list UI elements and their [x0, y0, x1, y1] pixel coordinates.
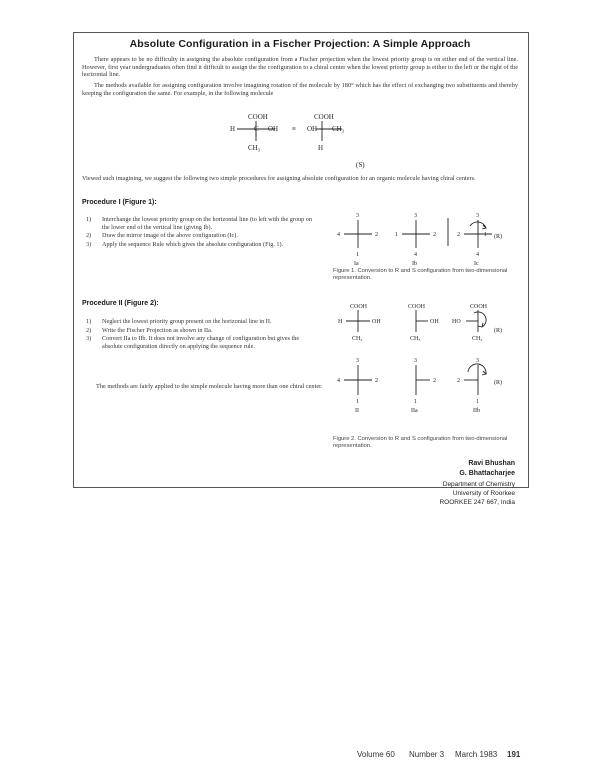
mol-left: H: [230, 125, 236, 133]
intro-paragraph-3: Viewed such imagining, we suggest the following two simple procedures for assigning absolute configuration for an organic molecule having chiral centers.: [82, 175, 476, 182]
fig1-a-top: 3: [356, 213, 359, 219]
author-univ: University of Roorkee: [452, 490, 515, 497]
fig2-r2a-label: II: [355, 408, 359, 414]
footer-volume: Volume 60: [357, 750, 395, 759]
fig1-b-label: Ib: [412, 261, 417, 267]
config-label: (S): [356, 161, 365, 169]
fig1-b-left: 1: [395, 232, 398, 238]
fig1-b-bottom: 4: [414, 252, 417, 258]
fig1-a-left: 4: [337, 232, 340, 238]
fig2-r1a-bottom: CH₃: [352, 336, 363, 342]
fig1-b-right: 2: [433, 232, 436, 238]
intro-paragraph-1: There appears to be no difficulty in assigning the absolute configuration from a Fischer projection when the lowest priority group is on either end of the vertical line. However, first year undergraduates often find it difficult to assign the the configuration to a chiral center when the lowest priority group is either to the left or the right of the horizontal line.: [82, 56, 518, 79]
procedure1-heading: Procedure I (Figure 1):: [82, 199, 157, 206]
equiv-sign: ≡: [292, 125, 296, 133]
fig1-c-right: 1: [484, 232, 487, 238]
alt-left: OH: [307, 125, 318, 133]
fig2-r2b-right: 2: [433, 378, 436, 384]
fig1-config: (R): [494, 234, 502, 240]
author-1: Ravi Bhushan: [468, 460, 515, 467]
fig2-r1c-bottom: CH₃: [472, 336, 483, 342]
intro-paragraph-2: The methods available for assigning configuration involve imagining rotation of the molecule by 180° which has the effect of exchanging two substituents and thereby keeping the configuration the same. For example, in the following molecule: [82, 82, 518, 97]
alt-right: CH₃: [332, 125, 345, 133]
fig1-c-bottom: 4: [476, 252, 479, 258]
procedure2-step: 2) Write the Fischer Projection as shown in IIa.: [86, 326, 213, 334]
fig1-b-top: 3: [414, 213, 417, 219]
fig2-r1a-right: OH: [372, 319, 381, 325]
alt-top: COOH: [314, 113, 334, 121]
fig2-r1a-top: COOH: [350, 304, 368, 310]
figure1-diagram: [336, 212, 516, 268]
fig2-r1a-left: H: [338, 319, 343, 325]
fig2-r1c-top: COOH: [470, 304, 488, 310]
fig2-r2a-bottom: 1: [356, 399, 359, 405]
footer-date: March 1983: [455, 750, 498, 759]
fig2-r2a-left: 4: [337, 378, 340, 384]
fig2-r2c-left: 2: [457, 378, 460, 384]
procedure2-step: 1) Neglect the lowest priority group present on the horizontal line in II.: [86, 318, 272, 325]
fig2-r1-config: (R): [494, 328, 502, 334]
example-molecule: [230, 111, 390, 171]
fig1-a-label: Ia: [354, 261, 359, 267]
fig2-r2b-top: 3: [414, 358, 417, 364]
figure2-caption: Figure 2. Conversion to R and S configuration from two-dimensional representation.: [333, 436, 508, 450]
fig2-r1c-left: HO: [452, 319, 461, 325]
figure2-diagram: [336, 302, 516, 434]
fig2-r2c-label: IIb: [473, 408, 480, 414]
procedure2-closing: The methods are fairly applied to the simple molecule having more than one chiral center.: [96, 383, 323, 390]
page-number: 191: [507, 750, 521, 759]
author-dept: Department of Chemistry: [442, 481, 515, 488]
mol-top: COOH: [248, 113, 268, 121]
svg-text:C: C: [254, 125, 259, 133]
figure1-caption: Figure 1. Conversion to R and S configuration from two-dimensional representation.: [333, 268, 508, 282]
procedure1-step: 2) Draw the mirror image of the above configuration (Ic).: [86, 232, 238, 240]
author-address: ROORKEE 247 667, India: [439, 499, 515, 506]
article-title: Absolute Configuration in a Fischer Projection: A Simple Approach: [129, 38, 471, 50]
procedure2-steps: [86, 318, 316, 351]
fig2-r1b-top: COOH: [408, 304, 426, 310]
footer-number: Number 3: [409, 750, 445, 759]
fig2-r2c-top: 3: [476, 358, 479, 364]
procedure1-step: 3) Apply the sequence Rule which gives the absolute configuration (Fig. 1).: [86, 240, 284, 248]
fig1-a-right: 2: [375, 232, 378, 238]
fig1-c-top: 3: [476, 213, 479, 219]
fig1-c-left: 2: [457, 232, 460, 238]
fig2-r2c-bottom: 1: [476, 399, 479, 405]
procedure2-step: 3) Convert IIa to IIb. It does not involve any change of configuration but gives the absolute configuration directly on applying the sequence rule.: [86, 335, 300, 350]
procedure2-heading: Procedure II (Figure 2):: [82, 300, 159, 307]
fig2-r2b-bottom: 1: [414, 399, 417, 405]
fig2-r2-config: (R): [494, 380, 502, 386]
mol-right: OH: [268, 125, 279, 133]
procedure1-step: 1) Interchange the lowest priority group on the horizontal line (to left with the group on the lower end of the vertical line (giving Ib).: [86, 216, 312, 231]
fig2-r2a-top: 3: [356, 358, 359, 364]
fig2-r2a-right: 2: [375, 378, 378, 384]
procedure1-steps: [86, 216, 316, 249]
fig2-r1b-bottom: CH₃: [410, 336, 421, 342]
author-2: G. Bhattacharjee: [459, 470, 515, 477]
fig1-c-label: Ic: [474, 261, 479, 267]
fig2-r2b-label: IIa: [411, 408, 418, 414]
mol-bottom: CH₃: [248, 144, 261, 152]
fig2-r1b-right: OH: [430, 319, 439, 325]
alt-bottom: H: [318, 144, 324, 152]
fig1-a-bottom: 1: [356, 252, 359, 258]
